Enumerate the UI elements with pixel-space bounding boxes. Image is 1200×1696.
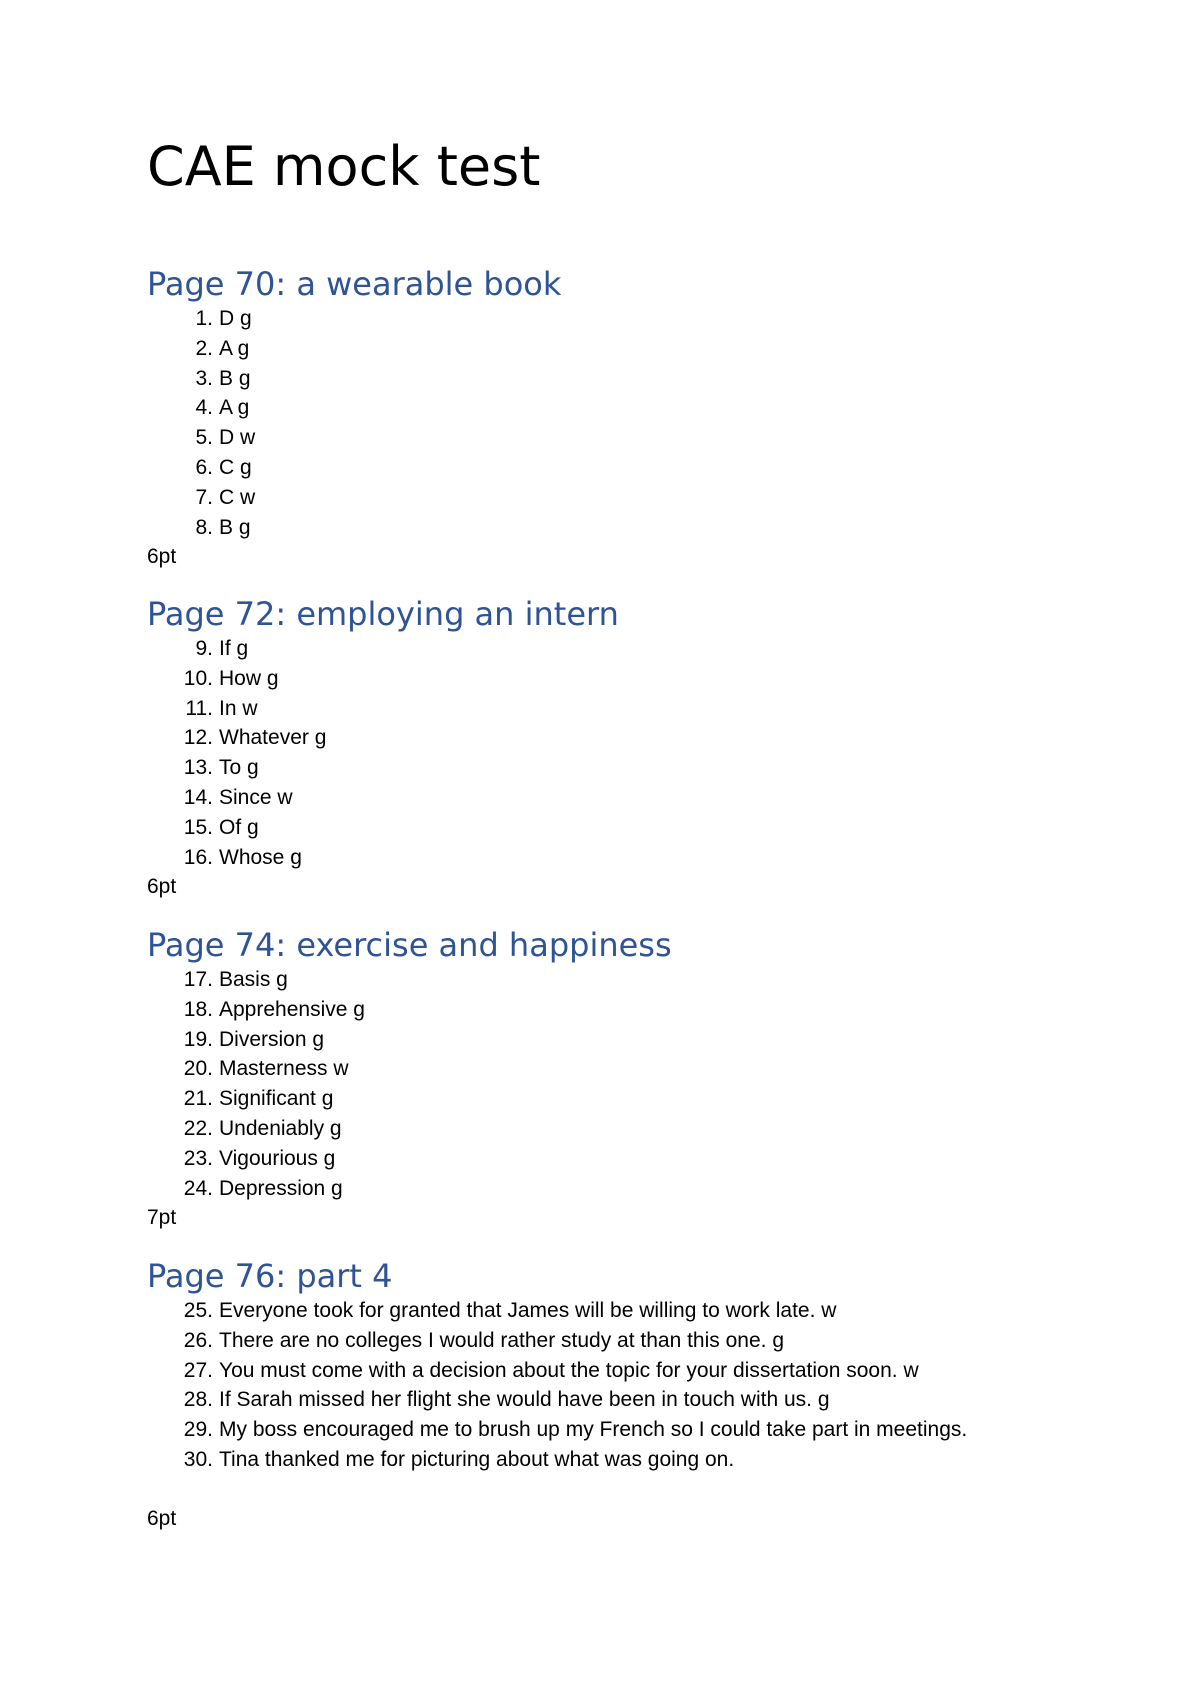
section-score: 6pt	[147, 545, 177, 569]
item-answer: If Sarah missed her flight she would have been in touch with us. g	[219, 1388, 830, 1412]
section-page-74	[147, 925, 1077, 1232]
list-item	[147, 1144, 1077, 1174]
item-number: 21.	[183, 1087, 213, 1111]
item-number: 27.	[183, 1358, 213, 1382]
item-answer: Diversion g	[219, 1027, 325, 1051]
answer-list	[147, 304, 1077, 542]
item-answer: Since w	[219, 785, 293, 809]
list-item	[147, 995, 1077, 1025]
item-answer: Undeniably g	[219, 1116, 342, 1140]
item-answer: You must come with a decision about the topic for your dissertation soon. w	[219, 1358, 919, 1382]
item-number: 1.	[195, 307, 213, 330]
list-item	[147, 304, 1077, 334]
list-item	[147, 423, 1077, 453]
section-score: 6pt	[147, 875, 177, 899]
list-item	[147, 334, 1077, 364]
list-item	[147, 364, 1077, 394]
item-number: 15.	[183, 815, 213, 839]
section-score: 7pt	[147, 1206, 177, 1230]
list-item	[147, 694, 1077, 724]
list-item	[147, 513, 1077, 543]
item-number: 26.	[183, 1328, 213, 1352]
item-number: 11.	[185, 696, 213, 720]
item-number: 22.	[183, 1116, 213, 1140]
section-heading: Page 74: exercise and happiness	[147, 926, 672, 964]
item-number: 2.	[195, 336, 213, 360]
item-answer: There are no colleges I would rather study at than this one. g	[219, 1328, 785, 1352]
item-answer: D g	[219, 307, 252, 330]
item-number: 19.	[183, 1027, 213, 1051]
item-answer: Whose g	[219, 845, 302, 869]
list-item	[147, 723, 1077, 753]
section-page-70	[147, 264, 1077, 571]
item-answer: How g	[219, 666, 279, 690]
item-answer: C w	[219, 485, 256, 509]
list-item	[147, 634, 1077, 664]
item-number: 16.	[183, 845, 213, 869]
item-number: 29.	[183, 1418, 213, 1442]
list-item	[147, 393, 1077, 423]
list-item	[147, 813, 1077, 843]
item-number: 24.	[183, 1176, 213, 1200]
item-number: 6.	[195, 455, 213, 479]
list-item	[147, 1296, 1077, 1326]
item-number: 13.	[183, 756, 213, 780]
answer-list	[147, 1296, 1077, 1475]
item-answer: Significant g	[219, 1087, 334, 1111]
item-answer: If g	[219, 637, 249, 660]
list-item	[147, 1445, 1077, 1475]
item-answer: A g	[219, 336, 250, 360]
list-item	[147, 965, 1077, 995]
item-answer: D w	[219, 426, 256, 450]
item-answer: Tina thanked me for picturing about what was going on.	[219, 1447, 735, 1471]
list-item	[147, 453, 1077, 483]
list-item	[147, 1174, 1077, 1204]
item-answer: A g	[219, 396, 250, 420]
section-heading: Page 72: employing an intern	[147, 595, 619, 633]
list-item	[147, 1114, 1077, 1144]
item-answer: B g	[219, 515, 251, 539]
section-page-72	[147, 594, 1077, 901]
item-number: 14.	[183, 785, 213, 809]
item-number: 28.	[183, 1388, 213, 1412]
answer-list	[147, 965, 1077, 1203]
item-answer: In w	[219, 696, 258, 720]
item-number: 8.	[195, 515, 213, 539]
item-answer: B g	[219, 366, 251, 390]
item-answer: Everyone took for granted that James will be willing to work late. w	[219, 1299, 837, 1322]
list-item	[147, 1084, 1077, 1114]
item-number: 3.	[195, 366, 213, 390]
list-item	[147, 1415, 1077, 1445]
item-number: 20.	[183, 1057, 213, 1081]
item-number: 4.	[195, 396, 213, 420]
answer-list	[147, 634, 1077, 872]
item-number: 25.	[183, 1299, 213, 1322]
item-answer: Of g	[219, 815, 259, 839]
list-item	[147, 1356, 1077, 1386]
item-number: 12.	[183, 726, 213, 750]
list-item	[147, 1385, 1077, 1415]
list-item	[147, 1054, 1077, 1084]
item-number: 7.	[195, 485, 213, 509]
section-score: 6pt	[147, 1506, 177, 1530]
document-title: CAE mock test	[147, 135, 541, 198]
item-number: 18.	[183, 997, 213, 1021]
item-answer: To g	[219, 756, 259, 780]
item-answer: Whatever g	[219, 726, 327, 750]
list-item	[147, 1326, 1077, 1356]
item-answer: Basis g	[219, 968, 288, 991]
section-page-76	[147, 1256, 1077, 1533]
list-item	[147, 664, 1077, 694]
list-item	[147, 843, 1077, 873]
item-answer: Apprehensive g	[219, 997, 365, 1021]
item-number: 30.	[183, 1447, 213, 1471]
item-number: 9.	[195, 637, 213, 660]
item-number: 17.	[183, 968, 213, 991]
list-item	[147, 783, 1077, 813]
item-answer: My boss encouraged me to brush up my French so I could take part in meetings.	[219, 1418, 968, 1442]
item-number: 23.	[183, 1146, 213, 1170]
item-answer: Depression g	[219, 1176, 343, 1200]
section-heading: Page 70: a wearable book	[147, 265, 562, 303]
section-heading: Page 76: part 4	[147, 1257, 393, 1295]
list-item	[147, 483, 1077, 513]
item-answer: C g	[219, 455, 252, 479]
item-number: 5.	[195, 426, 213, 450]
list-item	[147, 753, 1077, 783]
item-number: 10.	[183, 666, 213, 690]
item-answer: Vigourious g	[219, 1146, 336, 1170]
list-item	[147, 1025, 1077, 1055]
item-answer: Masterness w	[219, 1057, 349, 1081]
